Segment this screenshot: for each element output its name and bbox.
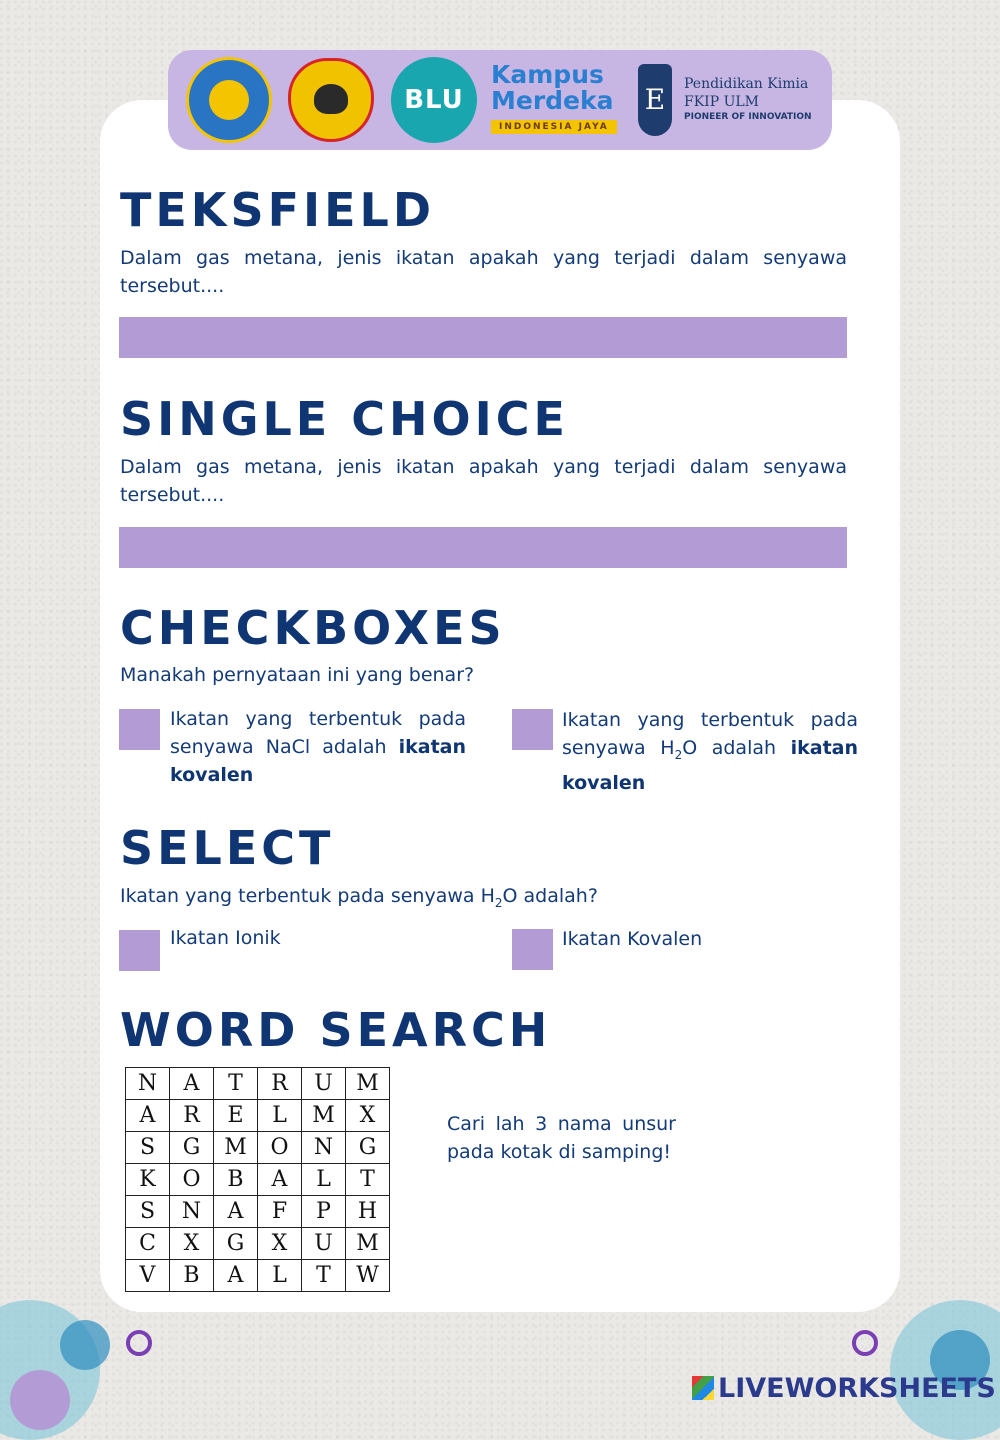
word-search-cell[interactable]: M xyxy=(302,1100,346,1132)
word-search-cell[interactable]: T xyxy=(346,1164,390,1196)
word-search-row xyxy=(126,1260,390,1292)
single-choice-dropdown[interactable] xyxy=(119,527,847,568)
checkbox-option-2[interactable] xyxy=(512,709,553,750)
word-search-cell[interactable]: M xyxy=(214,1132,258,1164)
single-choice-question: Dalam gas metana, jenis ikatan apakah yang terjadi dalam senyawa tersebut.... xyxy=(120,456,847,506)
word-search-title: WORD SEARCH xyxy=(120,1003,552,1057)
word-search-cell[interactable]: M xyxy=(346,1228,390,1260)
word-search-cell[interactable]: F xyxy=(258,1196,302,1228)
word-search-row xyxy=(126,1100,390,1132)
liveworksheets-brand: LIVEWORKSHEETS xyxy=(692,1373,996,1404)
word-search-cell[interactable]: X xyxy=(170,1228,214,1260)
select-option-2-box[interactable] xyxy=(512,929,553,970)
kampus-merdeka-logo: Kampus Merdeka INDONESIA JAYA xyxy=(491,62,626,142)
decor-blob xyxy=(60,1320,110,1370)
word-search-row xyxy=(126,1132,390,1164)
select-title: SELECT xyxy=(120,821,335,875)
tut-wuri-handayani-logo xyxy=(186,57,272,143)
logo-bar xyxy=(168,50,832,150)
word-search-row xyxy=(126,1228,390,1260)
word-search-cell[interactable]: A xyxy=(126,1100,170,1132)
select-question: Ikatan yang terbentuk pada senyawa $H_2O$ adalah? xyxy=(120,885,598,910)
word-search-row xyxy=(126,1164,390,1196)
checkbox-option-1-label: Ikatan yang terbentuk pada senyawa NaCl adalah ikatan kovalen xyxy=(170,708,466,786)
word-search-cell[interactable]: B xyxy=(170,1260,214,1292)
select-option-1-box[interactable] xyxy=(119,930,160,971)
word-search-cell[interactable]: U xyxy=(302,1068,346,1100)
word-search-instruction: Cari lah 3 nama unsur pada kotak di samping! xyxy=(447,1113,676,1163)
teksfield-input[interactable] xyxy=(119,317,847,358)
word-search-cell[interactable]: L xyxy=(258,1260,302,1292)
word-search-cell[interactable]: O xyxy=(258,1132,302,1164)
word-search-cell[interactable]: T xyxy=(214,1068,258,1100)
word-search-cell[interactable]: X xyxy=(258,1228,302,1260)
checkbox-option-2-label: Ikatan yang terbentuk pada senyawa $H_2O$ adalah ikatan kovalen xyxy=(562,709,858,794)
word-search-cell[interactable]: S xyxy=(126,1196,170,1228)
word-search-cell[interactable]: W xyxy=(346,1260,390,1292)
word-search-cell[interactable]: N xyxy=(302,1132,346,1164)
teksfield-question: Dalam gas metana, jenis ikatan apakah yang terjadi dalam senyawa tersebut.... xyxy=(120,247,847,297)
word-search-cell[interactable]: P xyxy=(302,1196,346,1228)
word-search-cell[interactable]: T xyxy=(302,1260,346,1292)
ulm-university-logo xyxy=(288,58,374,142)
word-search-cell[interactable]: K xyxy=(126,1164,170,1196)
single-choice-title: SINGLE CHOICE xyxy=(120,392,569,446)
word-search-cell[interactable]: U xyxy=(302,1228,346,1260)
word-search-row xyxy=(126,1068,390,1100)
select-option-1-label: Ikatan Ionik xyxy=(170,927,281,949)
word-search-cell[interactable]: N xyxy=(126,1068,170,1100)
word-search-cell[interactable]: N xyxy=(170,1196,214,1228)
word-search-cell[interactable]: X xyxy=(346,1100,390,1132)
checkbox-option-1[interactable] xyxy=(119,709,160,750)
word-search-cell[interactable]: S xyxy=(126,1132,170,1164)
word-search-cell[interactable]: H xyxy=(346,1196,390,1228)
teksfield-title: TEKSFIELD xyxy=(120,183,436,237)
word-search-cell[interactable]: B xyxy=(214,1164,258,1196)
liveworksheets-logo-icon xyxy=(692,1376,714,1400)
word-search-cell[interactable]: R xyxy=(258,1068,302,1100)
checkboxes-question: Manakah pernyataan ini yang benar? xyxy=(120,664,475,686)
decor-ring xyxy=(126,1330,152,1356)
word-search-cell[interactable]: O xyxy=(170,1164,214,1196)
word-search-cell[interactable]: R xyxy=(170,1100,214,1132)
word-search-cell[interactable]: E xyxy=(214,1100,258,1132)
word-search-cell[interactable]: G xyxy=(170,1132,214,1164)
word-search-cell[interactable]: L xyxy=(302,1164,346,1196)
word-search-cell[interactable]: C xyxy=(126,1228,170,1260)
word-search-cell[interactable]: A xyxy=(214,1196,258,1228)
word-search-cell[interactable]: G xyxy=(346,1132,390,1164)
pendidikan-kimia-logo: E Pendidikan Kimia FKIP ULM PIONEER OF INNOVATION xyxy=(638,64,828,136)
word-search-grid[interactable] xyxy=(125,1067,390,1292)
word-search-cell[interactable]: M xyxy=(346,1068,390,1100)
checkboxes-title: CHECKBOXES xyxy=(120,601,506,655)
word-search-cell[interactable]: G xyxy=(214,1228,258,1260)
blu-logo: BLU xyxy=(391,57,477,143)
word-search-cell[interactable]: A xyxy=(258,1164,302,1196)
select-option-2-label: Ikatan Kovalen xyxy=(562,928,703,950)
word-search-cell[interactable]: A xyxy=(214,1260,258,1292)
decor-ring xyxy=(852,1330,878,1356)
word-search-cell[interactable]: V xyxy=(126,1260,170,1292)
word-search-row xyxy=(126,1196,390,1228)
decor-blob xyxy=(10,1370,70,1430)
word-search-cell[interactable]: A xyxy=(170,1068,214,1100)
word-search-cell[interactable]: L xyxy=(258,1100,302,1132)
